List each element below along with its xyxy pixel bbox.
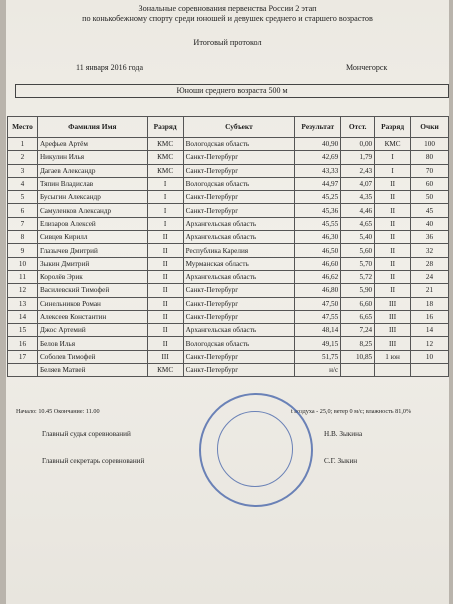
- cell-gap: 6,60: [341, 297, 375, 310]
- cell-result: 46,30: [295, 231, 341, 244]
- cell-name: Зыкин Дмитрий: [37, 257, 147, 270]
- header-line1: Зональные соревнования первенства России 2 этап: [138, 4, 317, 13]
- cell-name: Арефьев Артём: [37, 138, 147, 151]
- cell-gap: 0,00: [341, 138, 375, 151]
- secretary-name: С.Г. Зыкин: [324, 457, 358, 465]
- cell-points: 24: [411, 270, 449, 283]
- cell-gap: 5,90: [341, 284, 375, 297]
- cell-result: 49,15: [295, 337, 341, 350]
- judge-name: Н.В. Зыкина: [324, 430, 363, 438]
- cell-points: 70: [411, 164, 449, 177]
- cell-name: Дагаев Александр: [37, 164, 147, 177]
- cell-rank-achieved: II: [375, 284, 411, 297]
- cell-name: Синельников Роман: [37, 297, 147, 310]
- cell-gap: 5,40: [341, 231, 375, 244]
- table-row: [8, 138, 449, 151]
- table-row: [8, 257, 449, 270]
- table-row: [8, 310, 449, 323]
- cell-rank: II: [147, 231, 183, 244]
- cell-result: 47,55: [295, 310, 341, 323]
- protocol-sheet: [6, 0, 449, 604]
- cell-place: 2: [8, 151, 38, 164]
- table-row: [8, 350, 449, 363]
- cell-region: Республика Карелия: [183, 244, 295, 257]
- cell-region: Архангельская область: [183, 270, 295, 283]
- cell-rank-achieved: II: [375, 244, 411, 257]
- cell-rank-achieved: 1 юн: [375, 350, 411, 363]
- cell-region: Санкт-Петербург: [183, 297, 295, 310]
- table-row: [8, 231, 449, 244]
- cell-points: 14: [411, 324, 449, 337]
- cell-region: Вологодская область: [183, 337, 295, 350]
- cell-place: 5: [8, 191, 38, 204]
- table-row: [8, 297, 449, 310]
- cell-points: 40: [411, 217, 449, 230]
- secretary-label: Главный секретарь соревнований: [42, 457, 145, 465]
- cell-gap: [341, 364, 375, 377]
- judge-label: Главный судья соревнований: [42, 430, 131, 438]
- header-line2: по конькобежному спорту среди юношей и девушек среднего и старшего возрастов: [82, 14, 373, 23]
- cell-points: 80: [411, 151, 449, 164]
- col-name: Фамилия Имя: [37, 117, 147, 138]
- cell-rank-achieved: III: [375, 324, 411, 337]
- cell-place: 13: [8, 297, 38, 310]
- cell-region: Архангельская область: [183, 217, 295, 230]
- cell-region: Архангельская область: [183, 231, 295, 244]
- cell-name: Елизаров Алексей: [37, 217, 147, 230]
- cell-result: 46,62: [295, 270, 341, 283]
- cell-place: 4: [8, 177, 38, 190]
- table-row: [8, 324, 449, 337]
- cell-rank-achieved: III: [375, 337, 411, 350]
- cell-region: Мурманская область: [183, 257, 295, 270]
- cell-rank: II: [147, 297, 183, 310]
- cell-rank: II: [147, 337, 183, 350]
- cell-rank: III: [147, 350, 183, 363]
- cell-rank: II: [147, 310, 183, 323]
- table-header-row: [8, 117, 449, 138]
- cell-points: 16: [411, 310, 449, 323]
- cell-name: Сивцев Кирилл: [37, 231, 147, 244]
- col-gap: Отст.: [341, 117, 375, 138]
- cell-rank-achieved: II: [375, 177, 411, 190]
- cell-rank-achieved: II: [375, 257, 411, 270]
- cell-rank-achieved: III: [375, 297, 411, 310]
- official-stamp: [199, 393, 313, 507]
- cell-name: Никулин Илья: [37, 151, 147, 164]
- cell-place: 3: [8, 164, 38, 177]
- cell-rank: КМС: [147, 164, 183, 177]
- cell-result: 45,55: [295, 217, 341, 230]
- cell-name: Самуленков Александр: [37, 204, 147, 217]
- table-row: [8, 337, 449, 350]
- cell-points: 32: [411, 244, 449, 257]
- cell-region: Вологодская область: [183, 138, 295, 151]
- cell-place: [8, 364, 38, 377]
- cell-place: 12: [8, 284, 38, 297]
- cell-place: 1: [8, 138, 38, 151]
- cell-points: 28: [411, 257, 449, 270]
- cell-place: 8: [8, 231, 38, 244]
- cell-rank-achieved: II: [375, 231, 411, 244]
- cell-gap: 2,43: [341, 164, 375, 177]
- cell-region: Санкт-Петербург: [183, 204, 295, 217]
- cell-name: Алексеев Константин: [37, 310, 147, 323]
- cell-place: 7: [8, 217, 38, 230]
- cell-rank: II: [147, 244, 183, 257]
- cell-place: 15: [8, 324, 38, 337]
- cell-gap: 4,07: [341, 177, 375, 190]
- col-place: Место: [8, 117, 38, 138]
- cell-rank: II: [147, 284, 183, 297]
- cell-gap: 4,65: [341, 217, 375, 230]
- table-row: [8, 151, 449, 164]
- cell-gap: 10,85: [341, 350, 375, 363]
- cell-result: 47,50: [295, 297, 341, 310]
- cell-rank: II: [147, 270, 183, 283]
- table-row: [8, 244, 449, 257]
- cell-name: Бусыгин Александр: [37, 191, 147, 204]
- event-city: Мончегорск: [346, 63, 388, 72]
- event-date: 11 января 2016 года: [76, 63, 144, 72]
- cell-rank: I: [147, 177, 183, 190]
- cell-region: Санкт-Петербург: [183, 364, 295, 377]
- cell-result: 46,60: [295, 257, 341, 270]
- cell-result: 48,14: [295, 324, 341, 337]
- cell-region: Вологодская область: [183, 177, 295, 190]
- cell-name: Белов Илья: [37, 337, 147, 350]
- cell-rank-achieved: КМС: [375, 138, 411, 151]
- cell-place: 16: [8, 337, 38, 350]
- cell-result: н/с: [295, 364, 341, 377]
- cell-rank-achieved: II: [375, 217, 411, 230]
- col-region: Субъект: [183, 117, 295, 138]
- cell-place: 14: [8, 310, 38, 323]
- cell-rank: I: [147, 191, 183, 204]
- cell-points: 12: [411, 337, 449, 350]
- cell-gap: 4,46: [341, 204, 375, 217]
- table-row: [8, 164, 449, 177]
- cell-gap: 7,24: [341, 324, 375, 337]
- cell-gap: 4,35: [341, 191, 375, 204]
- cell-place: 9: [8, 244, 38, 257]
- cell-rank-achieved: II: [375, 270, 411, 283]
- cell-result: 43,33: [295, 164, 341, 177]
- cell-result: 51,75: [295, 350, 341, 363]
- cell-result: 45,25: [295, 191, 341, 204]
- cell-region: Санкт-Петербург: [183, 151, 295, 164]
- cell-name: Тяпин Владислав: [37, 177, 147, 190]
- group-title: Юноши среднего возраста 500 м: [15, 84, 449, 98]
- cell-region: Санкт-Петербург: [183, 350, 295, 363]
- col-result: Результат: [295, 117, 341, 138]
- cell-name: Василевский Тимофей: [37, 284, 147, 297]
- table-row: [8, 284, 449, 297]
- table-row: [8, 270, 449, 283]
- cell-rank: КМС: [147, 138, 183, 151]
- cell-name: Джос Артемий: [37, 324, 147, 337]
- cell-points: [411, 364, 449, 377]
- cell-rank: II: [147, 324, 183, 337]
- timing-info: Начало: 10.45 Окончание: 11.00: [16, 408, 100, 415]
- cell-rank-achieved: I: [375, 164, 411, 177]
- cell-result: 46,50: [295, 244, 341, 257]
- cell-rank: I: [147, 217, 183, 230]
- cell-gap: 5,72: [341, 270, 375, 283]
- cell-name: Глазычев Дмитрий: [37, 244, 147, 257]
- cell-region: Санкт-Петербург: [183, 284, 295, 297]
- col-points: Очки: [411, 117, 449, 138]
- cell-result: 44,97: [295, 177, 341, 190]
- table-row: [8, 364, 449, 377]
- cell-points: 45: [411, 204, 449, 217]
- weather-info: t воздуха - 25,0; ветер 0 м/с; влажность 81,0%: [291, 408, 412, 415]
- col-rank: Разряд: [147, 117, 183, 138]
- cell-rank-achieved: II: [375, 191, 411, 204]
- cell-result: 40,90: [295, 138, 341, 151]
- cell-region: Санкт-Петербург: [183, 164, 295, 177]
- cell-name: Соболев Тимофей: [37, 350, 147, 363]
- cell-place: 10: [8, 257, 38, 270]
- cell-region: Санкт-Петербург: [183, 310, 295, 323]
- table-row: [8, 177, 449, 190]
- cell-result: 45,36: [295, 204, 341, 217]
- cell-rank-achieved: I: [375, 151, 411, 164]
- cell-rank-achieved: II: [375, 204, 411, 217]
- cell-place: 17: [8, 350, 38, 363]
- cell-name: Королёв Эрик: [37, 270, 147, 283]
- cell-name: Беляев Матвей: [37, 364, 147, 377]
- cell-points: 21: [411, 284, 449, 297]
- cell-place: 11: [8, 270, 38, 283]
- cell-points: 36: [411, 231, 449, 244]
- table-row: [8, 191, 449, 204]
- cell-gap: 5,70: [341, 257, 375, 270]
- cell-rank-achieved: [375, 364, 411, 377]
- cell-rank: КМС: [147, 151, 183, 164]
- cell-region: Архангельская область: [183, 324, 295, 337]
- cell-rank-achieved: III: [375, 310, 411, 323]
- cell-rank: I: [147, 204, 183, 217]
- cell-rank: II: [147, 257, 183, 270]
- cell-gap: 8,25: [341, 337, 375, 350]
- cell-gap: 5,60: [341, 244, 375, 257]
- cell-points: 100: [411, 138, 449, 151]
- results-table: [7, 116, 449, 377]
- cell-rank: КМС: [147, 364, 183, 377]
- cell-points: 18: [411, 297, 449, 310]
- cell-result: 46,80: [295, 284, 341, 297]
- cell-points: 50: [411, 191, 449, 204]
- protocol-title: Итоговый протокол: [193, 38, 262, 47]
- cell-points: 60: [411, 177, 449, 190]
- table-row: [8, 204, 449, 217]
- cell-points: 10: [411, 350, 449, 363]
- cell-gap: 6,65: [341, 310, 375, 323]
- cell-result: 42,69: [295, 151, 341, 164]
- cell-place: 6: [8, 204, 38, 217]
- table-row: [8, 217, 449, 230]
- cell-region: Санкт-Петербург: [183, 191, 295, 204]
- col-rank-achieved: Разряд: [375, 117, 411, 138]
- cell-gap: 1,79: [341, 151, 375, 164]
